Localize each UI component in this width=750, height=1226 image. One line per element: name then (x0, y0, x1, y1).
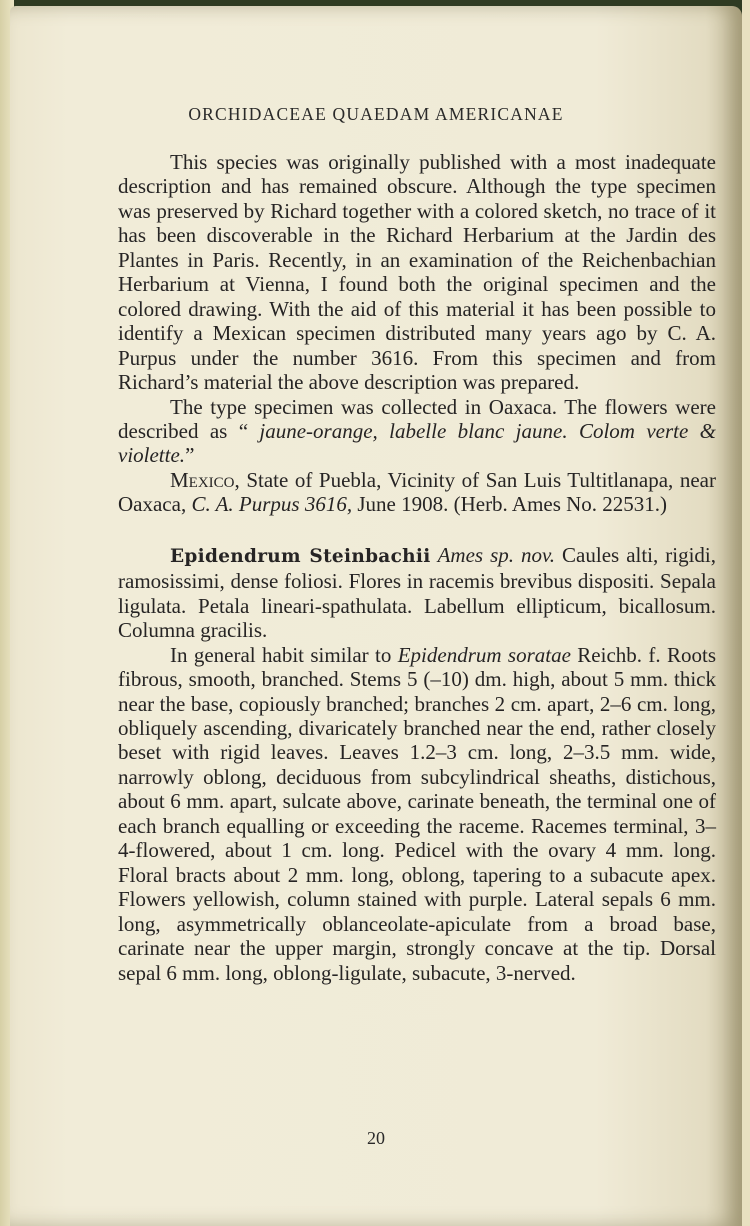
closing-quote: ” (185, 443, 195, 468)
species-name: Epidendrum Steinbachii (170, 545, 431, 567)
comparison-species: Epidendrum soratae (397, 642, 571, 667)
paragraph-5 (118, 643, 716, 985)
description-lead: In general habit similar to (170, 642, 398, 667)
running-head: ORCHIDACEAE QUAEDAM AMERICANAE (188, 104, 564, 124)
page-edge (742, 0, 750, 1226)
page-number: 20 (367, 1128, 385, 1148)
body-text (118, 150, 716, 985)
collector-citation: C. A. Purpus 3616, (191, 492, 353, 517)
description-text: Reichb. f. Roots fibrous, smooth, branched. Stems 5 (–10) dm. high, about 5 mm. thick near the base, copiously branched; branches 2 cm. apart, 2–6 cm. long, obliquely ascending, divaricately branched near the end, rather closely beset with rigid leaves. Leaves 1.2–3 cm. long, 2–3.5 mm. wide, narrowly oblong, deciduous from subcylindrical sheaths, distichous, about 6 mm. apart, sulcate above, carinate beneath, the terminal one of each branch equalling or exceeding the raceme. Racemes terminal, 3–4-flowered, about 1 cm. long. Pedicel with the ovary 4 mm. long. Floral bracts about 2 mm. long, oblong, tapering to a subacute apex. Flowers yellowish, column stained with purple. Lateral sepals 6 mm. long, asymmetrically oblanceolate-apiculate from a broad base, carinate near the upper margin, strongly concave at the tip. Dorsal sepal 6 mm. long, oblong-ligulate, subacute, 3-nerved. (118, 642, 716, 985)
paragraph-2 (118, 395, 716, 468)
latin-diagnosis: Caules alti, rigidi, ramosissimi, dense foliosi. Flores in racemis brevibus dispositi. Sepala ligulata. Petala lineari-spathulata. Labellum ellipticum, bicallosum. Columna gracilis. (118, 542, 717, 643)
paragraph-1 (118, 150, 716, 395)
paragraph-2-text: The type specimen was collected in Oaxaca. The flowers were described as “ (118, 394, 716, 443)
date-herbarium-text: June 1908. (Herb. Ames No. 22531.) (352, 492, 668, 517)
species-author: Ames sp. nov. (437, 542, 556, 567)
book-page (10, 6, 742, 1226)
paragraph-1-text: This species was originally published with a most inadequate description and has remained obscure. Although the type specimen was preserved by Richard together with a colored sketch, no trace of it has been discoverable in the Richard Herbarium at the Jardin des Plantes in Paris. Recently, in an examination of the Reichenbachian Herbarium at Vienna, I found both the original specimen and the colored drawing. With the aid of this material it has been possible to identify a Mexican specimen distributed many years ago by C. A. Purpus under the number 3616. From this specimen and from Richard’s material the above description was prepared. (118, 150, 716, 395)
french-quote: jaune-orange, labelle blanc jaune. Colom verte & violette. (118, 418, 716, 468)
country-name: Mexico (170, 467, 235, 492)
paragraph-3 (118, 468, 716, 517)
paragraph-4 (118, 543, 716, 643)
locality-text: , State of Puebla, Vicinity of San Luis Tultitlanapa, near Oaxaca, (118, 467, 716, 517)
